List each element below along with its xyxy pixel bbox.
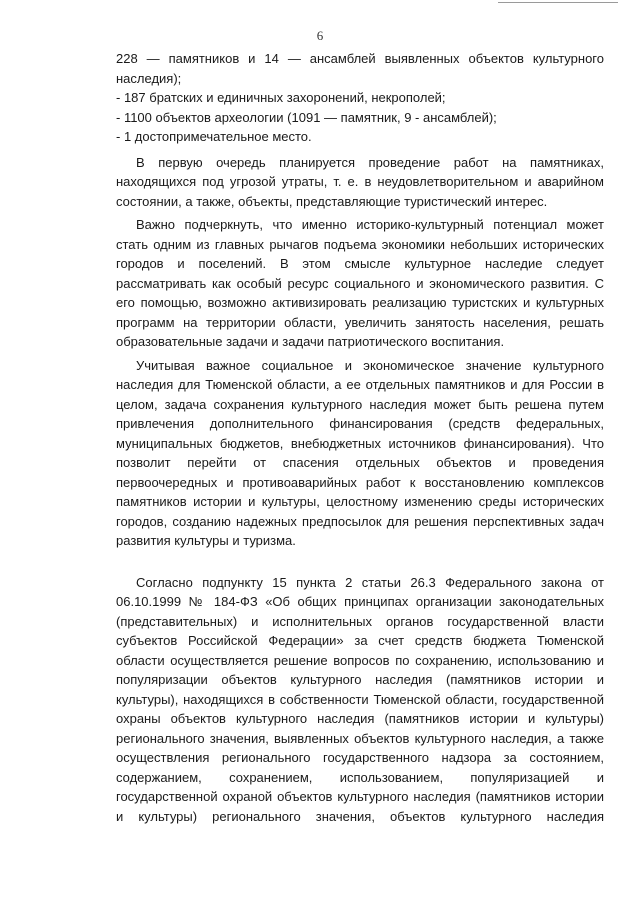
paragraph (116, 49, 604, 147)
text-line: В первую очередь планируется проведение работ на памятниках, (136, 154, 604, 170)
text-line: 06.10.1999 № 184-ФЗ «Об общих принципах организации законодательных (116, 594, 604, 609)
text-line: Учитывая важное социальное и экономическое значение культурного (136, 357, 604, 373)
text-line: рассматривать как особый ресурс социального и экономического развития. С (116, 275, 604, 291)
text-line: городов и поселений. В этом смысле культурное наследие следует (116, 256, 604, 271)
text-line: позволит перейти от спасения отдельных объектов и проведения (116, 455, 604, 470)
text-line: содержанием, сохранением, использованием, популяризацией и (116, 769, 604, 785)
paragraph (116, 153, 604, 212)
text-line: развития культуры и туризма. (116, 533, 296, 548)
text-line: целом, задача сохранения культурного наследия может быть решена путем (116, 396, 604, 412)
top-edge-rule (498, 2, 618, 3)
text-line: 228 — памятников и 14 — ансамблей выявленных объектов культурного (116, 51, 604, 66)
text-line: государственной охраной объектов культурного наследия (памятников истории (116, 789, 604, 804)
text-line: стать одним из главных рычагов подъема экономики небольших исторических (116, 236, 604, 252)
text-line: регионального значения, выявленных объектов культурного наследия, а также (116, 730, 604, 746)
paragraph (116, 215, 604, 352)
text-line: и культуры) регионального значения, объектов культурного наследия (116, 808, 604, 824)
text-line: наследия для Тюменской области, а ее отдельных памятников и для России в (116, 377, 604, 392)
text-line: муниципальных бюджетов, внебюджетных источников финансирования). Что (116, 435, 604, 451)
text-line: - 187 братских и единичных захоронений, некрополей; (116, 90, 446, 105)
text-line: популяризации объектов культурного наследия (памятников истории и (116, 672, 604, 687)
text-line: образовательные задачи и задачи патриотического воспитания. (116, 334, 505, 349)
page-number: 6 (316, 28, 324, 43)
text-line: первоочередных и противоаварийных работ к восстановлению комплексов (116, 474, 604, 490)
text-line: Важно подчеркнуть, что именно историко-культурный потенциал может (136, 217, 604, 232)
text-line: охраны объектов культурного наследия (памятников истории и культуры) (116, 711, 604, 726)
text-line: культуры), находящихся в собственности Тюменской области, государственной (116, 691, 604, 707)
text-line: памятников истории и культуры, целостному изменению среды исторических (116, 494, 604, 509)
text-line: привлечения дополнительного финансирования (средств федеральных, (116, 416, 604, 431)
text-line: наследия); (116, 70, 182, 86)
paragraph (116, 573, 604, 827)
text-line: (представительных) и исполнительных органов государственной власти (116, 613, 604, 629)
text-line: - 1 достопримечательное место. (116, 129, 312, 144)
text-line: субъектов Российской Федерации» за счет средств бюджета Тюменской (116, 633, 604, 648)
text-line: программ на территории области, увеличить занятость населения, решать (116, 314, 604, 330)
text-line: области осуществляется решение вопросов по сохранению, использованию и (116, 652, 604, 668)
text-line: находящихся под угрозой утраты, т. е. в неудовлетворительном и аварийном (116, 174, 604, 189)
paragraph (116, 356, 604, 551)
text-line: городов, созданию надежных предпосылок для решения перспективных задач (116, 513, 604, 529)
text-line: состоянии, а также, объекты, представляющие туристический интерес. (116, 193, 548, 209)
text-line: Согласно подпункту 15 пункта 2 статьи 26.3 Федерального закона от (136, 574, 604, 590)
text-line: - 1100 объектов археологии (1091 — памятник, 9 - ансамблей); (116, 109, 497, 125)
text-line: осуществления регионального государственного надзора за состоянием, (116, 750, 604, 765)
text-line: его помощью, возможно активизировать реализацию туристских и культурных (116, 295, 604, 310)
body-text (116, 49, 604, 826)
